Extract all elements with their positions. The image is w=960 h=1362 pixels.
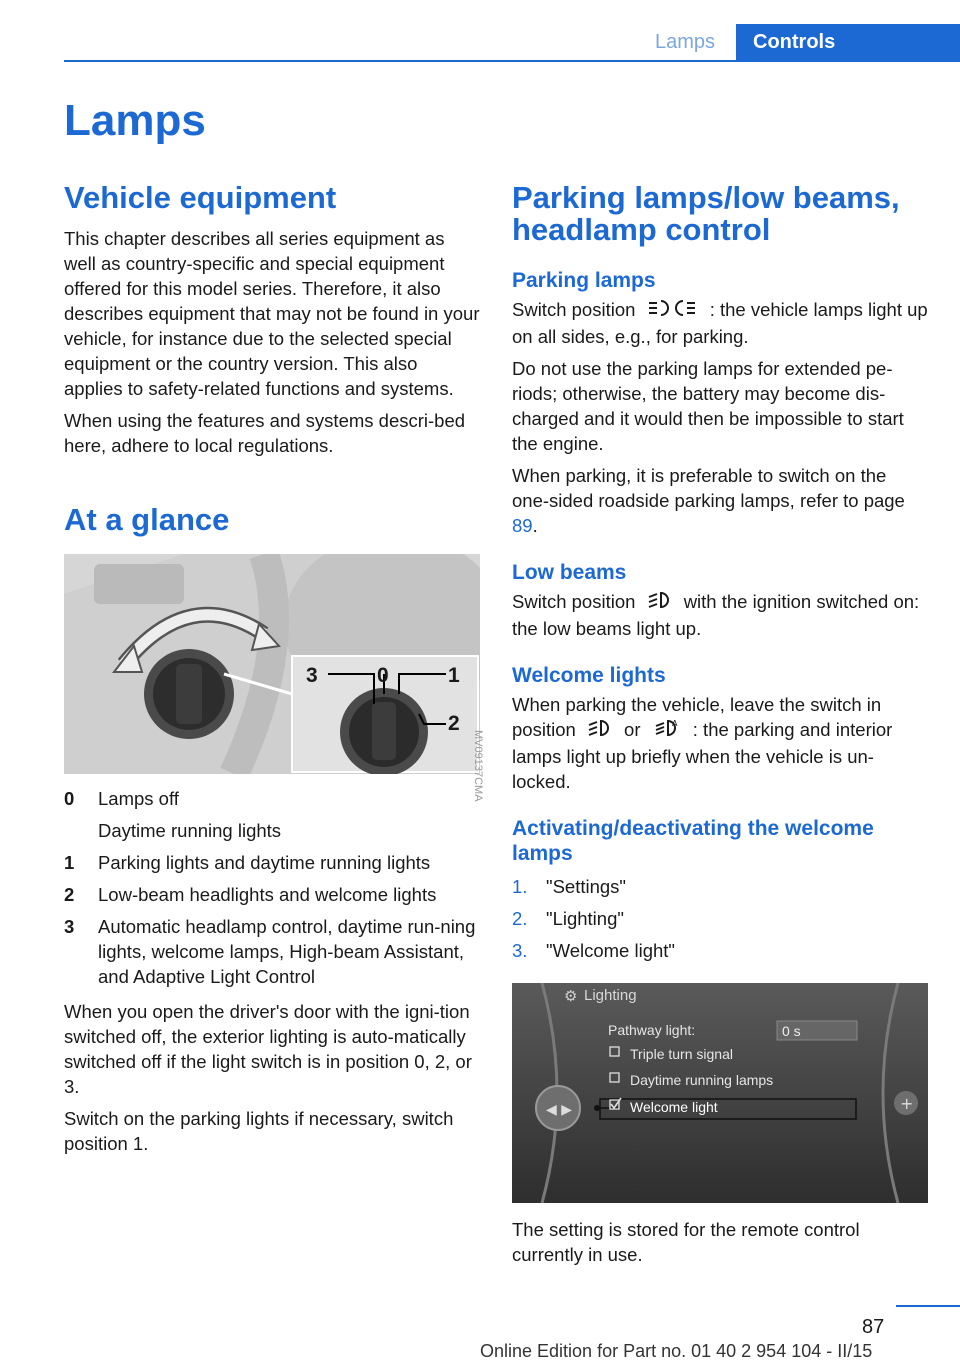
setting-stored-note: The setting is stored for the remote control currently in use.	[512, 1219, 860, 1266]
pathway-light-value[interactable]: 0 s	[782, 1023, 801, 1040]
footer-rule	[896, 1305, 960, 1307]
parking-p2: Do not use the parking lamps for extended pe-riods; otherwise, the battery may become dis-charged and it would then be impossible to start the engine.	[512, 358, 904, 455]
low-beams-p1-b: with the ignition switched on: the low beams light up.	[512, 591, 920, 640]
pathway-light-label: Pathway light:	[608, 1022, 696, 1039]
activating-welcome-heading: Activating/deactivating the welcome lamps	[512, 817, 874, 866]
page-89-link[interactable]: 89	[512, 515, 533, 537]
at-a-glance-heading: At a glance	[64, 502, 230, 537]
step-num: 3.	[512, 940, 528, 962]
parking-p1-a: Switch position	[512, 299, 636, 320]
parking-p3-a: When parking, it is preferable to switch on the one-sided roadside parking lamps, refer to page	[512, 465, 905, 512]
step-text: "Lighting"	[546, 908, 624, 930]
legend-num	[64, 818, 98, 843]
figure-label-3: 3	[306, 664, 318, 687]
legend-row	[64, 850, 480, 875]
parking-lamps-low-beams-heading: Parking lamps/low beams, headlamp control	[512, 180, 900, 247]
automatic-headlamp-icon	[652, 718, 682, 744]
legend-row	[64, 914, 480, 989]
menu-item-daytime-running-lamps[interactable]: Daytime running lamps	[630, 1072, 774, 1089]
menu-item-welcome-light[interactable]: Welcome light	[630, 1099, 718, 1116]
parking-p3-b: .	[532, 515, 538, 537]
welcome-p1-or: or	[624, 719, 641, 741]
screen-background	[512, 983, 928, 1203]
gear-icon: ⚙	[564, 988, 578, 1006]
welcome-p1	[512, 692, 928, 794]
legend-text: Daytime running lights	[98, 820, 282, 841]
step-text: "Welcome light"	[546, 940, 675, 962]
left-column	[64, 182, 480, 1156]
legend-num: 3	[64, 916, 75, 937]
svg-text:A: A	[671, 719, 678, 729]
svg-text:◀ ▶: ◀ ▶	[546, 1102, 572, 1119]
menu-item-triple-turn-signal[interactable]: Triple turn signal	[630, 1046, 733, 1063]
figure-code: MV09137CMA	[472, 730, 484, 802]
legend-text: Lamps off	[98, 788, 179, 809]
idrive-lighting-screen	[512, 983, 928, 1203]
step-item	[512, 874, 928, 899]
low-beam-icon	[587, 718, 613, 744]
welcome-lights-heading: Welcome lights	[512, 664, 666, 688]
vehicle-equipment-p1: This chapter describes all series equipment as well as country-specific and special equipment offered for this model series. Therefore, it also describes equipment that may not be found in your vehicle, for instance due to the selected special equipment or the country version. This also applies to safety-related functions and systems.	[64, 228, 480, 399]
legend-text: Low-beam headlights and welcome lights	[98, 884, 437, 905]
legend-row	[64, 786, 480, 811]
online-edition-note: Online Edition for Part no. 01 40 2 954 104 - II/15	[480, 1341, 873, 1361]
header-section[interactable]: Lamps	[655, 31, 716, 53]
screen-title: Lighting	[584, 987, 637, 1005]
legend-row	[64, 818, 480, 843]
low-beams-p1-a: Switch position	[512, 591, 636, 613]
vehicle-equipment-p2: When using the features and systems descri-bed here, adhere to local regulations.	[64, 410, 466, 456]
legend-num: 2	[64, 884, 75, 905]
legend-num: 1	[64, 852, 75, 873]
welcome-p1-b: : the parking and interior lamps light up briefly when the vehicle is un-locked.	[512, 719, 893, 793]
light-switch-figure	[64, 554, 480, 774]
at-a-glance-p1: When you open the driver's door with the igni-tion switched off, the exterior lighting is auto-matically switched off if the light switch is in position 0, 2, or 3.	[64, 1001, 472, 1097]
parking-p3	[512, 463, 928, 538]
parking-lamps-icon	[647, 298, 699, 324]
low-beams-heading: Low beams	[512, 561, 627, 585]
header-chapter-tab[interactable]: Controls	[736, 24, 960, 62]
step-item	[512, 938, 928, 963]
figure-label-0: 0	[377, 664, 389, 687]
step-num: 2.	[512, 908, 528, 930]
parking-lamps-heading: Parking lamps	[512, 269, 656, 292]
legend-row	[64, 882, 480, 907]
vehicle-equipment-heading: Vehicle equipment	[64, 180, 337, 215]
page-title: Lamps	[64, 96, 206, 145]
welcome-p1-a: When parking the vehicle, leave the switch in position	[512, 694, 882, 741]
parking-p1-b: : the vehicle lamps light up on all sides, e.g., for parking.	[512, 299, 928, 348]
step-text: "Settings"	[546, 876, 626, 898]
parking-p1	[512, 297, 928, 349]
low-beam-icon	[647, 590, 673, 616]
at-a-glance-p2: Switch on the parking lights if necessary, switch position 1.	[64, 1108, 454, 1154]
right-column	[512, 182, 928, 1267]
steps-list	[512, 874, 928, 963]
legend-text: Parking lights and daytime running lights	[98, 852, 431, 873]
switch-legend	[64, 786, 480, 989]
figure-label-1: 1	[448, 664, 460, 687]
page-number: 87	[862, 1316, 885, 1338]
light-switch-illustration	[64, 554, 480, 774]
step-item	[512, 906, 928, 931]
low-beams-p1	[512, 589, 928, 641]
figure-label-2: 2	[448, 712, 460, 735]
legend-text: Automatic headlamp control, daytime run-ning lights, welcome lamps, High-beam Assistant, and Adaptive Light Control	[98, 916, 476, 987]
legend-num: 0	[64, 788, 75, 809]
svg-text:+: +	[900, 1094, 914, 1114]
step-num: 1.	[512, 876, 528, 898]
